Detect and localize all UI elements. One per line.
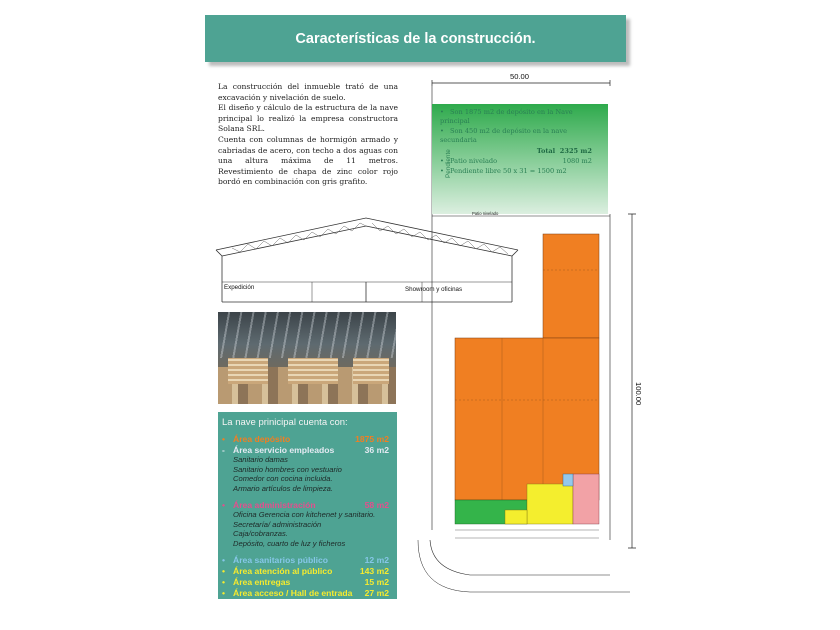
servicio-details: Sanitario damas Sanitario hombres con vestuario Comedor con cocina incluida. Armario artículos de limpieza. [233,455,342,493]
item-area-atencion: • Área atención al público 143 m2 [222,566,389,576]
construction-description [218,82,398,188]
administracion-details: Oficina Gerencia con kitchenet y sanitario. Secretaría/ administración Caja/cobranzas. Depósito, cuarto de luz y ficheros [233,510,376,548]
description-paragraph-3: Cuenta con columnas de hormigón armado y cabriadas de acero, con techo a dos aguas con una altura máxima de 11 metros. Revestimiento de chapa de zinc color rojo bordó en combinación con gris grafito. [218,134,398,187]
plan-notes [440,108,600,175]
label-expedicion: Expedición [224,284,255,291]
public-restroom-zone [563,474,573,486]
page-title: Características de la construcción. [295,30,536,47]
description-paragraph-1: La construcción del inmueble trató de una excavación y nivelación de suelo. [218,82,398,102]
item-area-sanitarios: • Área sanitarios público 12 m2 [222,555,389,565]
secondary-warehouse [543,234,599,338]
admin-zone [573,474,599,524]
item-area-deposito: • Área depósito 1875 m2 [222,434,389,444]
warehouse-photo [218,312,396,404]
patio-label: Patio nivelado [472,211,499,216]
infobox-title: La nave prinicipal cuenta con: [222,417,348,428]
description-paragraph-2: El diseño y cálculo de la estructura de la nave principal lo realizó la empresa constructora Solana SRL. [218,103,398,134]
item-area-servicio: - Área servicio empleados 36 m2 [222,445,389,455]
note-secondary-deposit: • Son 450 m2 de depósito en la nave secundaria [440,127,567,144]
plan-width-label: 50.00 [510,72,530,81]
note-total: Total 2325 m2 [536,147,592,156]
slope-label: Pendiente [445,149,452,178]
public-attention-zone [527,484,573,524]
nave-features-box [218,412,397,599]
item-area-administracion: • Área administración 58 m2 [222,500,389,510]
note-patio: • Patio nivelado 1080 m2 [440,156,592,165]
note-slope: • Pendiente libre 50 x 31 = 1500 m2 [440,166,567,175]
item-area-acceso: • Área acceso / Hall de entrada 27 m2 [222,588,389,598]
delivery-zone [505,510,527,524]
plan-height-label: 100.00 [634,382,643,406]
note-main-deposit: • Son 1875 m2 de depósito en la Nave principal [440,108,573,125]
label-showroom: Showroom y oficinas [405,286,463,293]
title-banner [205,15,626,62]
item-area-entregas: • Área entregas 15 m2 [222,577,389,587]
